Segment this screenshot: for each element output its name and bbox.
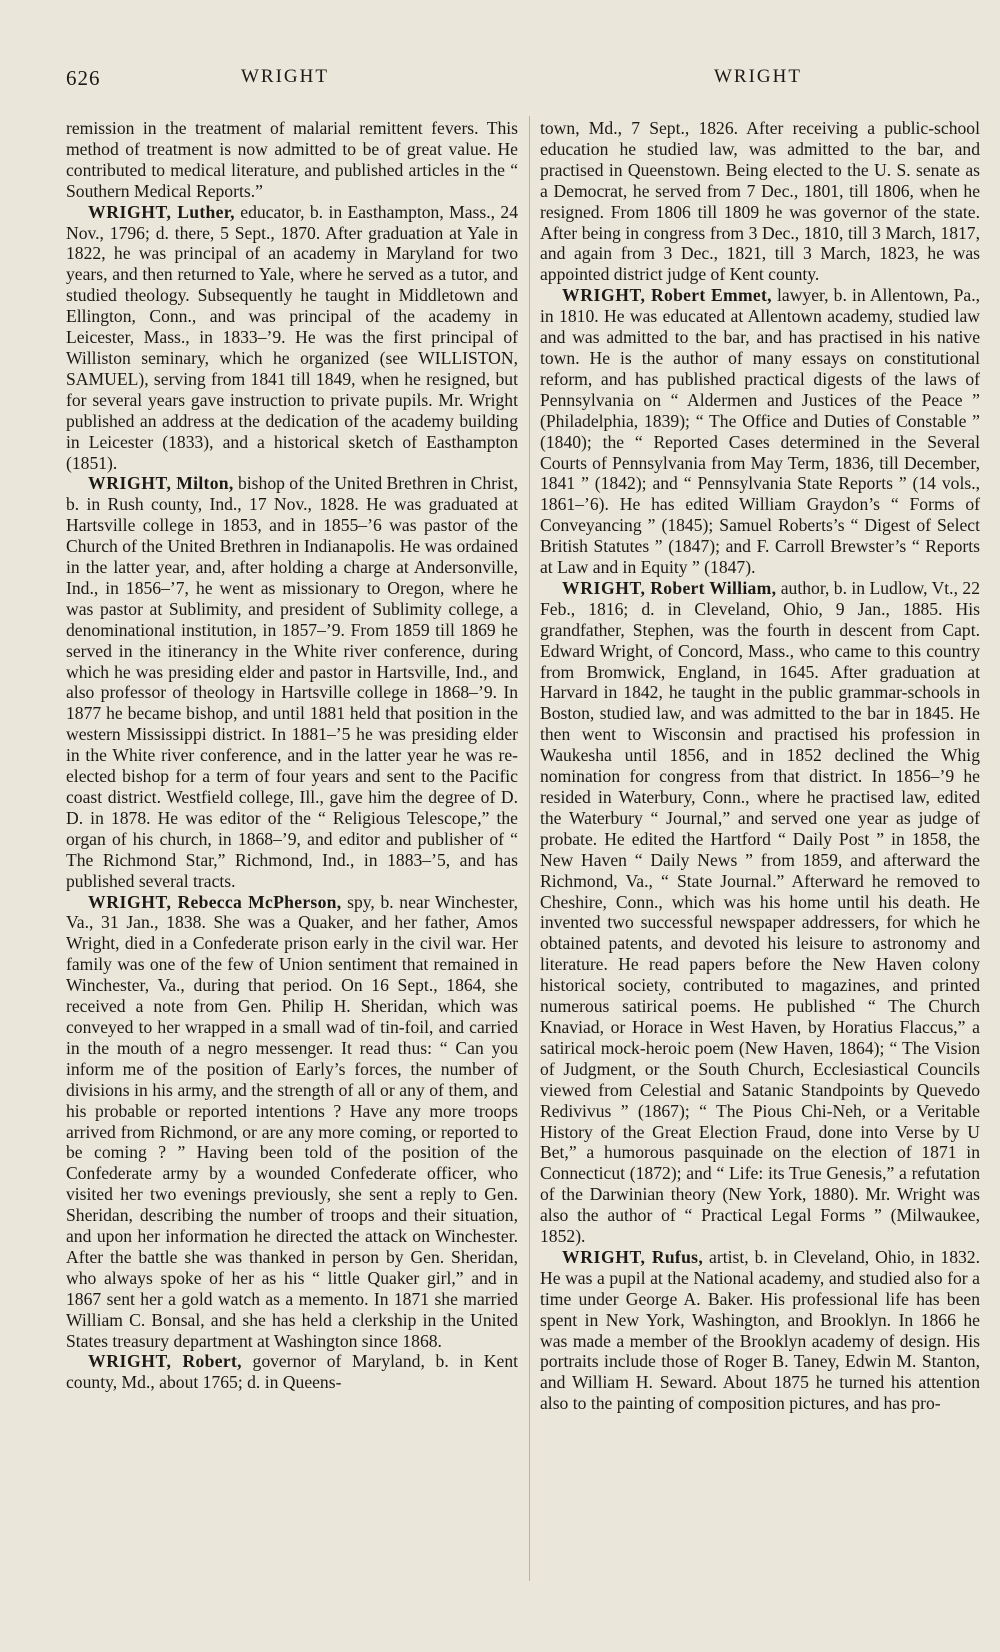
entry-rufus-wright [540, 1247, 980, 1414]
running-title-right: WRIGHT [714, 66, 802, 87]
entry-luther-wright [66, 202, 518, 474]
entry-robert-william-wright [540, 578, 980, 1247]
entry-surname: WRIGHT, [88, 201, 172, 222]
entry-given-name: Robert, [182, 1351, 242, 1372]
entry-given-name: Robert William, [650, 577, 777, 598]
left-column [66, 118, 518, 1393]
entry-text: artist, b. in Cleveland, Ohio, in 1832. He was a pupil at the National academy, and studied also for a time under George A. Baker. His professional life has been spent in New York, Washington, and Brooklyn. In 1866 he was made a member of the Brooklyn academy of design. His portraits include those of Roger B. Taney, Edwin M. Stanton, and William H. Seward. About 1875 he turned his attention also to the painting of composition pictures, and has pro- [540, 1246, 981, 1414]
entry-heading [88, 473, 234, 493]
entry-surname: WRIGHT, [88, 891, 172, 912]
column-divider [529, 116, 530, 1581]
entry-surname: WRIGHT, [562, 285, 646, 306]
entry-heading [88, 1351, 242, 1371]
entry-text: educator, b. in Easthampton, Mass., 24 Nov., 1796; d. there, 5 Sept., 1870. After graduation at Yale in 1822, he was principal of an academy in Maryland for two years, and then returned to Yale, where he served as a tutor, and studied theology. Subsequently he taught in Middletown and Ellington, Conn., and was principal of the academy in Leicester, Mass., in 1833–’9. He was the first principal of Williston seminary, which he organized (see WILLISTON, SAMUEL), serving from 1841 till 1849, when he resigned, but for several years gave instruction to private pupils. Mr. Wright published an address at the dedication of the academy building in Leicester (1833), and a historical sketch of Easthampton (1851). [66, 201, 519, 473]
entry-heading [562, 578, 776, 598]
entry-given-name: Robert Emmet, [650, 285, 772, 306]
entry-text: bishop of the United Brethren in Christ, b. in Rush county, Ind., 17 Nov., 1828. He was graduated at Hartsville college in 1853, and in 1855–’6 was pastor of the Church of the United Brethren in Indianapolis. He was ordained in the latter year, and, after holding a charge at Andersonville, Ind., in 1856–’7, he went as missionary to Oregon, where he was pastor at Sublimity, and president of Sublimity college, a denominational institution, in 1857–’9. From 1859 till 1869 he served in the itinerancy in the White river conference, during which he was presiding elder and pastor in Hartsville, Ind., and also professor of theology in Hartsville college in 1868–’9. In 1877 he became bishop, and until 1881 held that position in the western Mississippi district. In 1881–’5 he was presiding elder in the White river conference, and in the latter year he was re-elected bishop for a term of four years and sent to the Pacific coast district. Westfield college, Ill., gave him the degree of D. D. in 1878. He was editor of the “ Religious Telescope,” the organ of his church, in 1868–’9, and editor and publisher of “ The Richmond Star,” Richmond, Ind., in 1883–’5, and has published several tracts. [66, 473, 518, 891]
continuation-text: remission in the treatment of malarial remittent fevers. This method of treatment is now admitted to be of great value. He contributed to medical literature, and published articles in the “ Southern Medical Reports.” [66, 118, 518, 201]
entry-text: governor of Maryland, b. in Kent county, Md., about 1765; d. in Queens- [66, 1351, 519, 1393]
entry-given-name: Rebecca McPherson, [177, 891, 342, 912]
running-header [66, 62, 815, 92]
entry-surname: WRIGHT, [562, 577, 646, 598]
entry-heading [88, 202, 235, 222]
continuation-text: town, Md., 7 Sept., 1826. After receiving a public-school education he studied law, was admitted to the bar, and practised in Queenstown. Being elected to the U. S. senate as a Democrat, he served from 7 Dec., 1801, till 1806, when he resigned. From 1806 till 1809 he was governor of the state. After being in congress from 3 Dec., 1810, till 3 March, 1817, and again from 3 Dec., 1821, till 3 March, 1823, he was appointed district judge of Kent county. [540, 118, 980, 285]
entry-robert-wright [66, 1351, 518, 1393]
entry-heading [562, 1247, 703, 1267]
entry-rebecca-mcpherson-wright [66, 892, 518, 1352]
entry-given-name: Luther, [177, 201, 235, 222]
entry-surname: WRIGHT, [562, 1246, 646, 1267]
entry-given-name: Rufus, [651, 1246, 704, 1267]
page-number: 626 [66, 66, 101, 90]
running-title-left: WRIGHT [241, 66, 329, 87]
entry-heading [88, 892, 341, 912]
entry-text: lawyer, b. in Allentown, Pa., in 1810. He was educated at Allentown academy, studied law and was admitted to the bar, and has practised in his native town. He is the author of many essays on constitutional reform, and has published practical digests of the laws of Pennsylvania on “ Aldermen and Justices of the Peace ” (Philadelphia, 1839); “ The Office and Duties of Constable ” (1840); the “ Reported Cases determined in the Several Courts of Pennsylvania from May Term, 1836, till December, 1841 ” (1842); and “ Pennsylvania State Reports ” (14 vols., 1861–’6). He has edited William Graydon’s “ Forms of Conveyancing ” (1845); Samuel Roberts’s “ Digest of Select British Statutes ” (1847); and F. Carroll Brewster’s “ Reports at Law and in Equity ” (1847). [540, 285, 980, 578]
entry-text: spy, b. near Winchester, Va., 31 Jan., 1838. She was a Quaker, and her father, Amos Wright, died in a Confederate prison early in the civil war. Her family was one of the few of Union sentiment that remained in Winchester, Va., during that period. On 16 Sept., 1864, she received a note from Gen. Philip H. Sheridan, which was conveyed to her wrapped in a small wad of tin-foil, and carried in the mouth of a negro messenger. It read thus: “ Can you inform me of the position of Early’s forces, the number of divisions in his army, and the strength of all or any of them, and his probable or reported intentions ? Have any more troops arrived from Richmond, or are any more coming, or reported to be coming ? ” Having been told of the position of the Confederate army by a wounded Confederate officer, who visited her two evenings previously, she sent a reply to Gen. Sheridan, describing the number of troops and their situation, and upon her information he directed the attack on Winchester. After the battle she was thanked in person by Gen. Sheridan, who always spoke of her as his “ little Quaker girl,” and in 1867 sent her a gold watch as a memento. In 1871 she married William C. Bonsal, and she has held a clerkship in the United States treasury department at Washington since 1868. [66, 891, 519, 1351]
entry-surname: WRIGHT, [88, 1351, 172, 1372]
entry-heading [562, 285, 772, 305]
entry-robert-emmet-wright [540, 285, 980, 578]
entry-surname: WRIGHT, [88, 473, 172, 494]
entry-given-name: Milton, [176, 473, 234, 494]
right-column [540, 118, 980, 1414]
entry-milton-wright [66, 473, 518, 891]
entry-text: author, b. in Ludlow, Vt., 22 Feb., 1816; d. in Cleveland, Ohio, 9 Jan., 1885. His grandfather, Stephen, was the fourth in descent from Capt. Edward Wright, of Concord, Mass., who came to this country from Bromwick, England, in 1645. After graduation at Harvard in 1842, he taught in the public grammar-schools in Boston, studied law, and was admitted to the bar in 1845. He then went to Wisconsin and practised his profession in Waukesha until 1856, and in 1852 declined the Whig nomination for congress from that district. In 1856–’9 he resided in Waterbury, Conn., where he practised law, edited the Waterbury “ Journal,” and served one year as judge of probate. He edited the Hartford “ Daily Post ” in 1858, the New Haven “ Daily News ” from 1859, and afterward the Richmond, Va., “ State Journal.” Afterward he removed to Cheshire, Conn., which was his home until his death. He invented two successful newspaper addressers, for which he obtained patents, and devoted his leisure to astronomy and literature. He read papers before the New Haven colony historical society, contributed to magazines, and printed numerous satirical poems. He published “ The Church Knaviad, or Horace in West Haven, by Horatius Flaccus,” a satirical mock-heroic poem (New Haven, 1864); “ The Vision of Judgment, or the South Church, Ecclesiastical Councils viewed from Celestial and Satanic Standpoints by Quevedo Redivivus ” (1867); “ The Pious Chi-Neh, or a Veritable History of the Great Election Fraud, done into Verse by U Bet,” a humorous pasquinade on the election of 1871 in Connecticut (1872); and “ Life: its True Genesis,” a refutation of the Darwinian theory (New York, 1880). Mr. Wright was also the author of “ Practical Legal Forms ” (Milwaukee, 1852). [540, 577, 980, 1247]
